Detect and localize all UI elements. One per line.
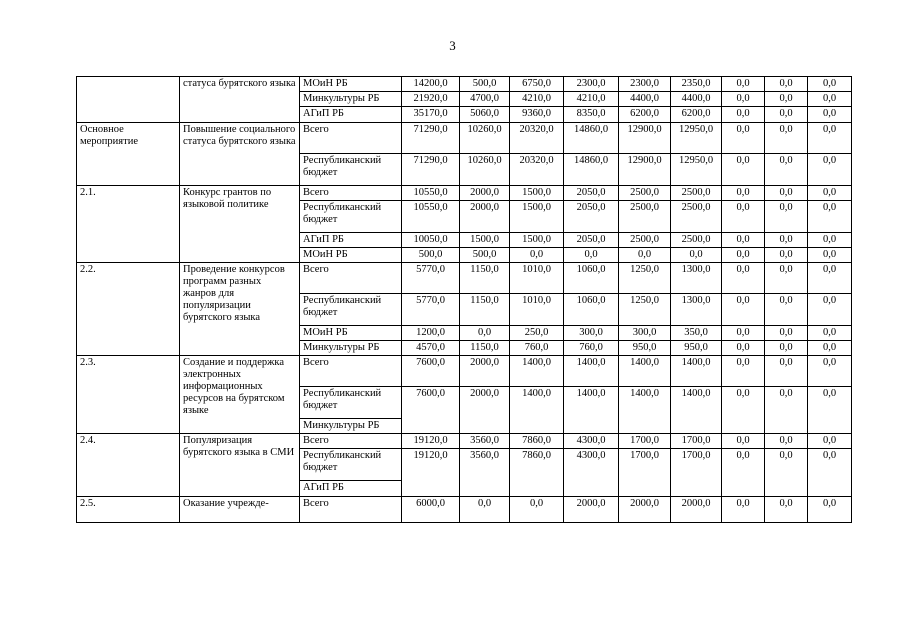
- year-value: 350,0: [671, 326, 722, 341]
- total-value: 19120,0: [402, 434, 460, 449]
- year-value: 2500,0: [671, 201, 722, 233]
- year-value: 8350,0: [564, 107, 619, 123]
- year-value: 1300,0: [671, 263, 722, 294]
- year-value: 12900,0: [619, 123, 671, 154]
- funding-source: АГиП РБ: [300, 107, 402, 123]
- total-value: 7600,0: [402, 356, 460, 387]
- budget-table: [76, 76, 852, 523]
- year-value: 0,0: [765, 154, 808, 186]
- year-value: 2000,0: [460, 356, 510, 387]
- year-value: 1400,0: [671, 356, 722, 387]
- measure-code: Основное мероприятие: [77, 123, 180, 186]
- year-value: 1400,0: [564, 356, 619, 387]
- year-value: 1010,0: [510, 263, 564, 294]
- year-value: 4300,0: [564, 434, 619, 449]
- year-value: 0,0: [808, 497, 852, 523]
- year-value: 0,0: [460, 497, 510, 523]
- year-value: 0,0: [808, 107, 852, 123]
- total-value: 4570,0: [402, 341, 460, 356]
- year-value: 0,0: [722, 77, 765, 92]
- year-value: 0,0: [765, 201, 808, 233]
- year-value: 3560,0: [460, 434, 510, 449]
- total-value: 7600,0: [402, 387, 460, 434]
- funding-source: Республиканский бюджет: [300, 154, 402, 186]
- year-value: 760,0: [510, 341, 564, 356]
- year-value: 1300,0: [671, 294, 722, 326]
- year-value: 0,0: [722, 449, 765, 497]
- year-value: 6200,0: [619, 107, 671, 123]
- year-value: 1400,0: [510, 387, 564, 434]
- year-value: 1010,0: [510, 294, 564, 326]
- year-value: 0,0: [619, 248, 671, 263]
- year-value: 4400,0: [619, 92, 671, 107]
- funding-source: Республиканский бюджет: [300, 387, 402, 419]
- table-row: [77, 77, 852, 92]
- year-value: 1700,0: [619, 434, 671, 449]
- year-value: 2500,0: [671, 233, 722, 248]
- year-value: 1060,0: [564, 294, 619, 326]
- year-value: 2300,0: [564, 77, 619, 92]
- year-value: 0,0: [765, 77, 808, 92]
- year-value: 0,0: [722, 123, 765, 154]
- year-value: 0,0: [765, 294, 808, 326]
- year-value: 2050,0: [564, 201, 619, 233]
- total-value: 19120,0: [402, 449, 460, 497]
- funding-source: Всего: [300, 123, 402, 154]
- year-value: 0,0: [765, 387, 808, 434]
- year-value: 0,0: [722, 154, 765, 186]
- funding-source: Всего: [300, 356, 402, 387]
- total-value: 5770,0: [402, 294, 460, 326]
- year-value: 0,0: [808, 449, 852, 497]
- year-value: 0,0: [765, 248, 808, 263]
- year-value: 760,0: [564, 341, 619, 356]
- page-number: 3: [449, 38, 456, 53]
- year-value: 0,0: [765, 123, 808, 154]
- funding-source: Всего: [300, 434, 402, 449]
- funding-source: Республиканский бюджет: [300, 201, 402, 233]
- year-value: 20320,0: [510, 123, 564, 154]
- year-value: 0,0: [722, 248, 765, 263]
- total-value: 1200,0: [402, 326, 460, 341]
- year-value: 0,0: [808, 326, 852, 341]
- year-value: 4210,0: [564, 92, 619, 107]
- year-value: 0,0: [722, 326, 765, 341]
- year-value: 1700,0: [619, 449, 671, 497]
- total-value: 71290,0: [402, 123, 460, 154]
- total-value: 5770,0: [402, 263, 460, 294]
- year-value: 250,0: [510, 326, 564, 341]
- year-value: 0,0: [765, 233, 808, 248]
- year-value: 2000,0: [460, 186, 510, 201]
- year-value: 0,0: [510, 497, 564, 523]
- total-value: 35170,0: [402, 107, 460, 123]
- table-row: [77, 263, 852, 294]
- year-value: 6200,0: [671, 107, 722, 123]
- year-value: 2500,0: [619, 233, 671, 248]
- year-value: 1400,0: [671, 387, 722, 434]
- year-value: 300,0: [564, 326, 619, 341]
- measure-code: 2.1.: [77, 186, 180, 263]
- year-value: 4700,0: [460, 92, 510, 107]
- year-value: 0,0: [808, 387, 852, 434]
- year-value: 10260,0: [460, 123, 510, 154]
- total-value: 21920,0: [402, 92, 460, 107]
- measure-code: 2.5.: [77, 497, 180, 523]
- year-value: 5060,0: [460, 107, 510, 123]
- year-value: 0,0: [765, 92, 808, 107]
- table-body: [77, 77, 852, 523]
- measure-code: 2.3.: [77, 356, 180, 434]
- funding-source: Республиканский бюджет: [300, 294, 402, 326]
- year-value: 0,0: [671, 248, 722, 263]
- year-value: 6750,0: [510, 77, 564, 92]
- year-value: 1150,0: [460, 294, 510, 326]
- year-value: 1700,0: [671, 434, 722, 449]
- measure-code: 2.4.: [77, 434, 180, 497]
- year-value: 0,0: [808, 294, 852, 326]
- year-value: 2500,0: [671, 186, 722, 201]
- year-value: 0,0: [722, 497, 765, 523]
- year-value: 9360,0: [510, 107, 564, 123]
- funding-source: Всего: [300, 497, 402, 523]
- year-value: 0,0: [765, 326, 808, 341]
- year-value: 1400,0: [619, 356, 671, 387]
- year-value: 0,0: [722, 233, 765, 248]
- year-value: 0,0: [808, 233, 852, 248]
- year-value: 0,0: [808, 434, 852, 449]
- funding-source: АГиП РБ: [300, 481, 402, 497]
- year-value: 0,0: [808, 341, 852, 356]
- year-value: 1250,0: [619, 294, 671, 326]
- year-value: 0,0: [808, 92, 852, 107]
- year-value: 1400,0: [564, 387, 619, 434]
- total-value: 500,0: [402, 248, 460, 263]
- year-value: 950,0: [619, 341, 671, 356]
- year-value: 4400,0: [671, 92, 722, 107]
- year-value: 1500,0: [460, 233, 510, 248]
- year-value: 0,0: [722, 356, 765, 387]
- measure-title: Повышение социального статуса бурятского языка: [180, 123, 300, 186]
- funding-source: МОиН РБ: [300, 77, 402, 92]
- measure-title: Оказание учрежде-: [180, 497, 300, 523]
- year-value: 500,0: [460, 77, 510, 92]
- year-value: 0,0: [808, 154, 852, 186]
- year-value: 1150,0: [460, 263, 510, 294]
- year-value: 20320,0: [510, 154, 564, 186]
- year-value: 0,0: [765, 449, 808, 497]
- year-value: 0,0: [510, 248, 564, 263]
- total-value: 10550,0: [402, 186, 460, 201]
- measure-title: Создание и поддержка электронных информационных ресурсов на бурятском языке: [180, 356, 300, 434]
- year-value: 0,0: [564, 248, 619, 263]
- funding-source: АГиП РБ: [300, 233, 402, 248]
- year-value: 1700,0: [671, 449, 722, 497]
- total-value: 14200,0: [402, 77, 460, 92]
- table-row: [77, 356, 852, 387]
- year-value: 0,0: [765, 186, 808, 201]
- measure-title: Проведение конкурсов программ разных жанров для популяризации бурятского языка: [180, 263, 300, 356]
- total-value: 10550,0: [402, 201, 460, 233]
- funding-source: Минкультуры РБ: [300, 92, 402, 107]
- year-value: 0,0: [765, 107, 808, 123]
- year-value: 0,0: [765, 497, 808, 523]
- year-value: 300,0: [619, 326, 671, 341]
- year-value: 0,0: [722, 387, 765, 434]
- year-value: 4300,0: [564, 449, 619, 497]
- year-value: 12900,0: [619, 154, 671, 186]
- year-value: 14860,0: [564, 154, 619, 186]
- year-value: 0,0: [808, 248, 852, 263]
- year-value: 10260,0: [460, 154, 510, 186]
- year-value: 2000,0: [671, 497, 722, 523]
- funding-source: Республиканский бюджет: [300, 449, 402, 481]
- year-value: 14860,0: [564, 123, 619, 154]
- year-value: 2500,0: [619, 201, 671, 233]
- year-value: 0,0: [765, 434, 808, 449]
- year-value: 12950,0: [671, 154, 722, 186]
- year-value: 0,0: [722, 186, 765, 201]
- year-value: 0,0: [808, 186, 852, 201]
- funding-source: МОиН РБ: [300, 248, 402, 263]
- year-value: 1500,0: [510, 186, 564, 201]
- year-value: 2000,0: [460, 387, 510, 434]
- year-value: 2350,0: [671, 77, 722, 92]
- year-value: 1150,0: [460, 341, 510, 356]
- funding-source: Минкультуры РБ: [300, 341, 402, 356]
- table-row: [77, 123, 852, 154]
- year-value: 950,0: [671, 341, 722, 356]
- year-value: 1250,0: [619, 263, 671, 294]
- year-value: 2000,0: [564, 497, 619, 523]
- year-value: 1400,0: [619, 387, 671, 434]
- year-value: 0,0: [722, 294, 765, 326]
- year-value: 1500,0: [510, 201, 564, 233]
- year-value: 2000,0: [460, 201, 510, 233]
- funding-source: Всего: [300, 263, 402, 294]
- year-value: 0,0: [808, 201, 852, 233]
- year-value: 0,0: [722, 341, 765, 356]
- year-value: 0,0: [722, 263, 765, 294]
- year-value: 0,0: [722, 92, 765, 107]
- funding-source: МОиН РБ: [300, 326, 402, 341]
- year-value: 3560,0: [460, 449, 510, 497]
- year-value: 0,0: [808, 77, 852, 92]
- year-value: 2050,0: [564, 233, 619, 248]
- table-row: [77, 434, 852, 449]
- year-value: 0,0: [460, 326, 510, 341]
- table-row: [77, 497, 852, 523]
- total-value: 6000,0: [402, 497, 460, 523]
- year-value: 7860,0: [510, 434, 564, 449]
- year-value: 7860,0: [510, 449, 564, 497]
- year-value: 2050,0: [564, 186, 619, 201]
- year-value: 500,0: [460, 248, 510, 263]
- funding-source: Минкультуры РБ: [300, 419, 402, 434]
- year-value: 0,0: [808, 123, 852, 154]
- measure-code: [77, 77, 180, 123]
- measure-title: Конкурс грантов по языковой политике: [180, 186, 300, 263]
- year-value: 4210,0: [510, 92, 564, 107]
- year-value: 2500,0: [619, 186, 671, 201]
- total-value: 71290,0: [402, 154, 460, 186]
- year-value: 0,0: [722, 434, 765, 449]
- year-value: 0,0: [765, 263, 808, 294]
- year-value: 0,0: [808, 263, 852, 294]
- measure-title: статуса бурятского языка: [180, 77, 300, 123]
- measure-code: 2.2.: [77, 263, 180, 356]
- year-value: 0,0: [765, 356, 808, 387]
- year-value: 2300,0: [619, 77, 671, 92]
- measure-title: Популяризация бурятского языка в СМИ: [180, 434, 300, 497]
- year-value: 1400,0: [510, 356, 564, 387]
- year-value: 0,0: [722, 107, 765, 123]
- year-value: 0,0: [722, 201, 765, 233]
- year-value: 1060,0: [564, 263, 619, 294]
- year-value: 0,0: [808, 356, 852, 387]
- year-value: 12950,0: [671, 123, 722, 154]
- year-value: 2000,0: [619, 497, 671, 523]
- funding-source: Всего: [300, 186, 402, 201]
- total-value: 10050,0: [402, 233, 460, 248]
- year-value: 0,0: [765, 341, 808, 356]
- table-row: [77, 186, 852, 201]
- year-value: 1500,0: [510, 233, 564, 248]
